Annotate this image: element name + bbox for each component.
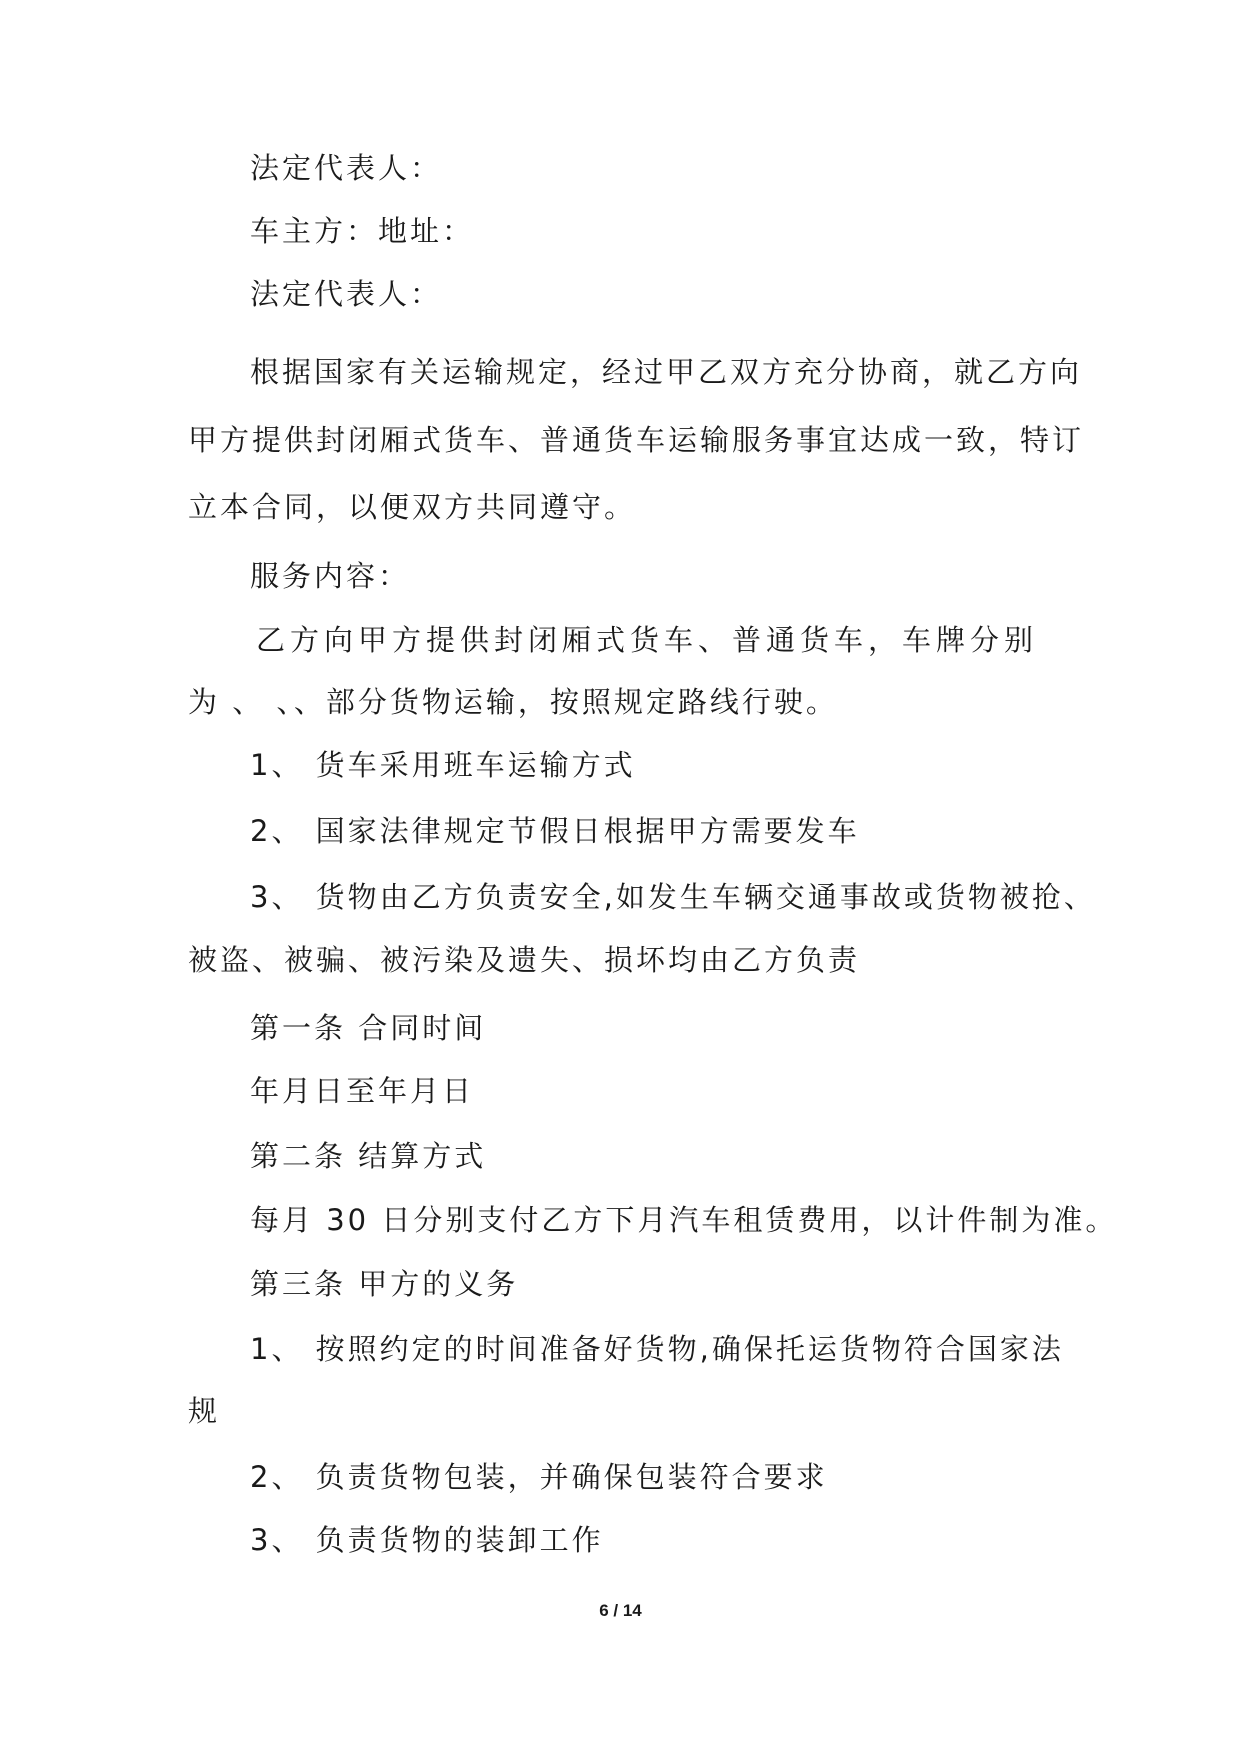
preamble-line-2: 甲方提供封闭厢式货车、普通货车运输服务事宜达成一致，特订 — [188, 423, 1085, 457]
article-1-heading: 第一条 合同时间 — [250, 1011, 487, 1045]
service-item-3-line-1: 3、 货物由乙方负责安全,如发生车辆交通事故或货物被抢、 — [250, 880, 1096, 914]
service-content-line-1: 乙方向甲方提供封闭厢式货车、普通货车，车牌分别 — [256, 623, 1039, 657]
service-content-line-2: 为 、 、、部分货物运输，按照规定路线行驶。 — [188, 685, 838, 719]
legal-representative-line-2: 法定代表人： — [250, 277, 443, 311]
article-2-heading: 第二条 结算方式 — [250, 1139, 487, 1173]
service-item-3-line-2: 被盗、被骗、被污染及遗失、损坏均由乙方负责 — [188, 943, 861, 977]
contract-period-line: 年月日至年月日 — [250, 1074, 475, 1108]
vehicle-owner-address-line: 车主方：地址： — [250, 214, 475, 248]
settlement-line: 每月 30 日分别支付乙方下月汽车租赁费用，以计件制为准。 — [250, 1203, 1118, 1237]
party-a-duty-1-line-2: 规 — [188, 1394, 221, 1428]
service-content-heading: 服务内容： — [250, 559, 411, 593]
party-a-duty-2: 2、 负责货物包装，并确保包装符合要求 — [250, 1460, 828, 1494]
legal-representative-line-1: 法定代表人： — [250, 151, 443, 185]
preamble-line-1: 根据国家有关运输规定，经过甲乙双方充分协商，就乙方向 — [250, 355, 1083, 389]
preamble-line-3: 立本合同，以便双方共同遵守。 — [188, 490, 637, 524]
party-a-duty-1-line-1: 1、 按照约定的时间准备好货物,确保托运货物符合国家法 — [250, 1332, 1064, 1366]
service-item-2: 2、 国家法律规定节假日根据甲方需要发车 — [250, 814, 860, 848]
service-item-1: 1、 货车采用班车运输方式 — [250, 748, 636, 782]
page-number: 6 / 14 — [599, 1601, 642, 1620]
article-3-heading: 第三条 甲方的义务 — [250, 1267, 519, 1301]
party-a-duty-3: 3、 负责货物的装卸工作 — [250, 1523, 604, 1557]
